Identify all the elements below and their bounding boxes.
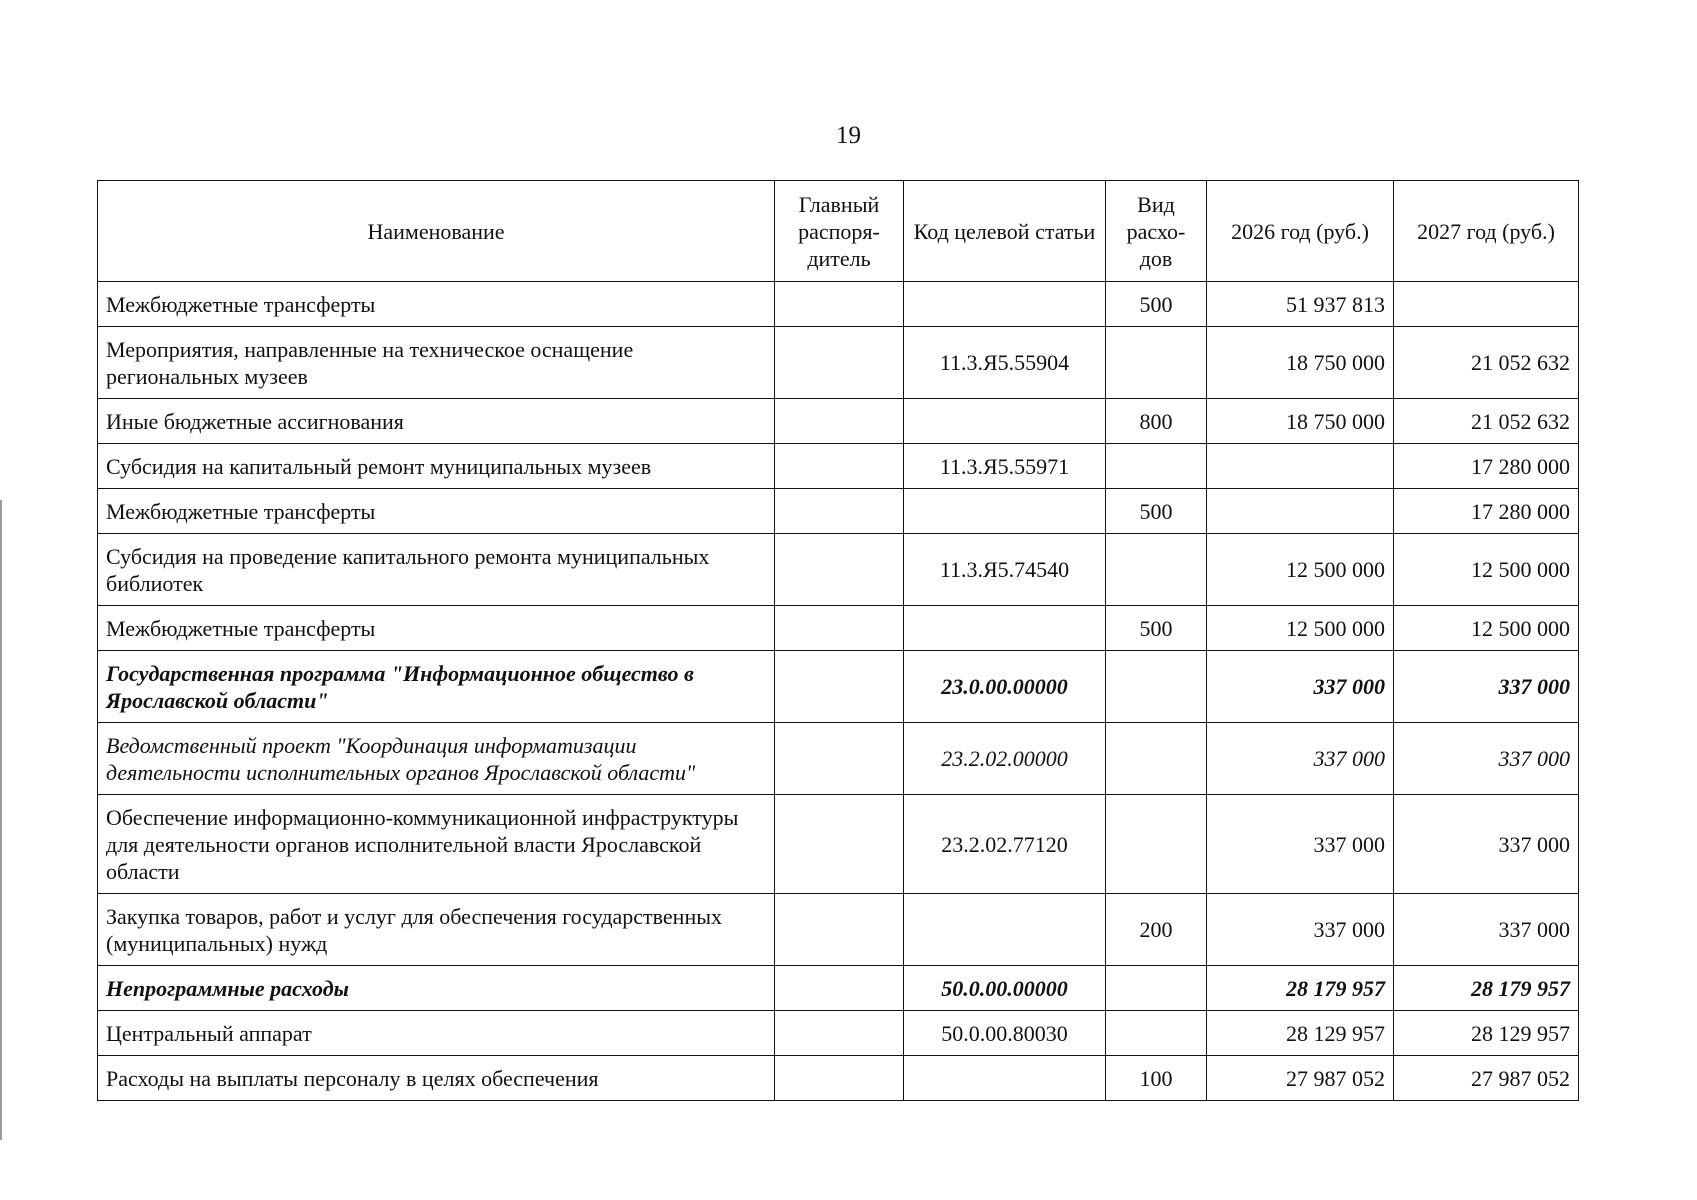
cell-code [904,399,1106,444]
cell-2026: 337 000 [1207,894,1394,966]
cell-type: 500 [1106,606,1207,651]
budget-table [97,180,1579,1101]
cell-code [904,282,1106,327]
cell-type: 100 [1106,1056,1207,1101]
cell-type [1106,327,1207,399]
header-year-2026: 2026 год (руб.) [1207,181,1394,282]
cell-type [1106,651,1207,723]
cell-code: 11.3.Я5.55971 [904,444,1106,489]
cell-chief [775,327,904,399]
cell-2027: 337 000 [1394,894,1579,966]
cell-chief [775,651,904,723]
cell-code: 23.2.02.00000 [904,723,1106,795]
cell-name: Межбюджетные трансферты [98,282,775,327]
cell-code: 23.0.00.00000 [904,651,1106,723]
cell-2027: 17 280 000 [1394,444,1579,489]
table-row-project [98,723,1579,795]
table-row [98,489,1579,534]
cell-name: Иные бюджетные ассигнования [98,399,775,444]
cell-2027: 337 000 [1394,723,1579,795]
table-row [98,399,1579,444]
cell-code [904,1056,1106,1101]
cell-2026: 337 000 [1207,651,1394,723]
cell-type [1106,534,1207,606]
cell-code [904,606,1106,651]
cell-2027: 17 280 000 [1394,489,1579,534]
table-row [98,282,1579,327]
cell-2026: 28 129 957 [1207,1011,1394,1056]
table-row [98,894,1579,966]
cell-2026: 18 750 000 [1207,327,1394,399]
cell-code: 11.3.Я5.55904 [904,327,1106,399]
cell-name: Непрограммные расходы [98,966,775,1011]
cell-2026: 51 937 813 [1207,282,1394,327]
cell-2026 [1207,489,1394,534]
cell-type: 500 [1106,282,1207,327]
cell-2027 [1394,282,1579,327]
table-row-program [98,966,1579,1011]
cell-name: Закупка товаров, работ и услуг для обеспечения государственных (муниципальных) нужд [98,894,775,966]
cell-2027: 27 987 052 [1394,1056,1579,1101]
cell-type [1106,966,1207,1011]
cell-chief [775,606,904,651]
cell-name: Межбюджетные трансферты [98,606,775,651]
cell-type [1106,795,1207,894]
table-row-program [98,651,1579,723]
cell-2026 [1207,444,1394,489]
table-row [98,606,1579,651]
table-row [98,327,1579,399]
table-row [98,795,1579,894]
cell-name: Ведомственный проект "Координация информатизации деятельности исполнительных органов Ярославской области" [98,723,775,795]
cell-name: Обеспечение информационно-коммуникационной инфраструктуры для деятельности органов исполнительной власти Ярославской области [98,795,775,894]
cell-2027: 28 179 957 [1394,966,1579,1011]
cell-2027: 337 000 [1394,651,1579,723]
cell-2027: 21 052 632 [1394,399,1579,444]
cell-name: Расходы на выплаты персоналу в целях обеспечения [98,1056,775,1101]
cell-type [1106,1011,1207,1056]
table-row [98,1011,1579,1056]
cell-type: 200 [1106,894,1207,966]
cell-2027: 12 500 000 [1394,606,1579,651]
table-header-row [98,181,1579,282]
cell-type [1106,723,1207,795]
cell-type [1106,444,1207,489]
header-chief-manager: Главный распоря-дитель [775,181,904,282]
cell-chief [775,534,904,606]
header-target-code: Код целевой статьи [904,181,1106,282]
cell-name: Государственная программа "Информационное общество в Ярославской области" [98,651,775,723]
cell-code: 23.2.02.77120 [904,795,1106,894]
table-row [98,534,1579,606]
cell-chief [775,1011,904,1056]
cell-code [904,489,1106,534]
cell-chief [775,795,904,894]
cell-name: Центральный аппарат [98,1011,775,1056]
cell-code: 50.0.00.00000 [904,966,1106,1011]
cell-code: 11.3.Я5.74540 [904,534,1106,606]
cell-2026: 337 000 [1207,795,1394,894]
cell-chief [775,399,904,444]
cell-2026: 18 750 000 [1207,399,1394,444]
cell-chief [775,444,904,489]
cell-name: Субсидия на капитальный ремонт муниципальных музеев [98,444,775,489]
cell-type: 800 [1106,399,1207,444]
header-expense-type: Вид расхо-дов [1106,181,1207,282]
cell-code: 50.0.00.80030 [904,1011,1106,1056]
cell-2027: 337 000 [1394,795,1579,894]
scan-edge-line [0,500,2,1140]
cell-chief [775,489,904,534]
table-row [98,1056,1579,1101]
page-number: 19 [836,122,861,149]
cell-2026: 27 987 052 [1207,1056,1394,1101]
cell-chief [775,723,904,795]
cell-2026: 12 500 000 [1207,534,1394,606]
cell-2027: 12 500 000 [1394,534,1579,606]
cell-2026: 12 500 000 [1207,606,1394,651]
cell-name: Субсидия на проведение капитального ремонта муниципальных библиотек [98,534,775,606]
cell-chief [775,1056,904,1101]
cell-2026: 28 179 957 [1207,966,1394,1011]
cell-chief [775,966,904,1011]
header-year-2027: 2027 год (руб.) [1394,181,1579,282]
cell-2027: 28 129 957 [1394,1011,1579,1056]
cell-name: Межбюджетные трансферты [98,489,775,534]
cell-chief [775,282,904,327]
cell-chief [775,894,904,966]
table-row [98,444,1579,489]
cell-type: 500 [1106,489,1207,534]
header-name: Наименование [98,181,775,282]
cell-2026: 337 000 [1207,723,1394,795]
cell-code [904,894,1106,966]
cell-2027: 21 052 632 [1394,327,1579,399]
cell-name: Мероприятия, направленные на техническое оснащение региональных музеев [98,327,775,399]
